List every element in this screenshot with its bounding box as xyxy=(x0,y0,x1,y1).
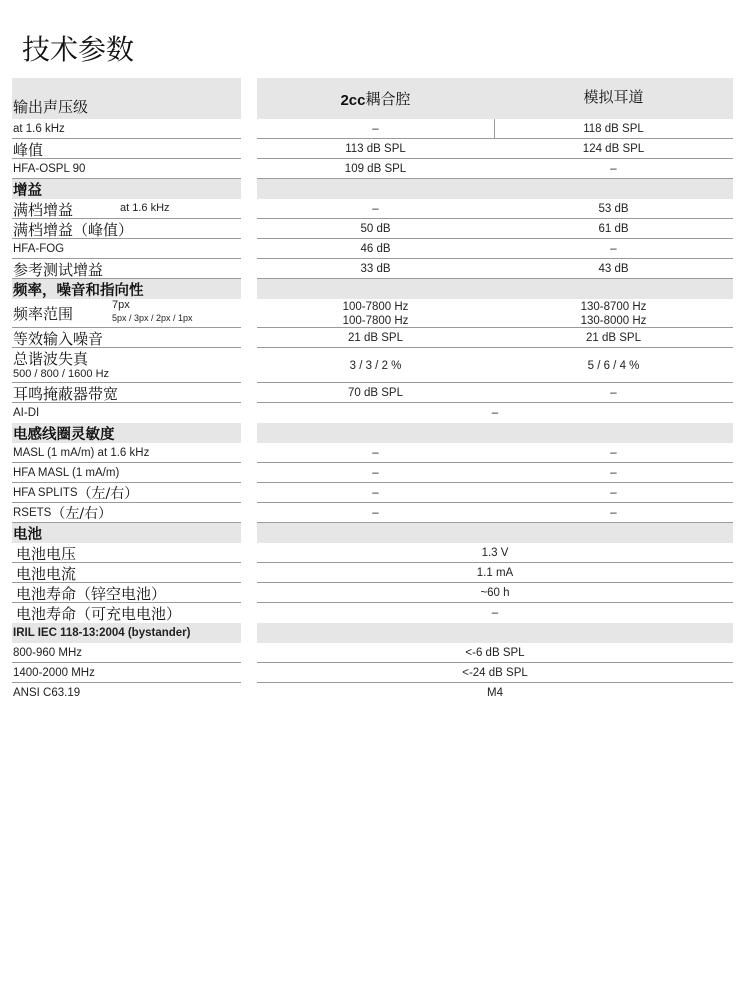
value-line: 100-7800 Hz xyxy=(342,314,409,327)
row-label: ANSI C63.19 xyxy=(13,687,81,699)
table-row xyxy=(12,463,733,483)
row-value-merged: ~60 h xyxy=(480,587,510,599)
row-label: at 1.6 kHz xyxy=(13,123,65,135)
row-label: 耳鸣掩蔽器带宽 xyxy=(13,384,119,403)
row-label-group xyxy=(12,483,241,503)
row-sublabel: at 1.6 kHz xyxy=(120,202,170,214)
column-header-2cc-bold: 2cc xyxy=(340,92,366,109)
row-value-ear: – xyxy=(610,487,617,499)
row-value-merged: – xyxy=(491,407,499,419)
table-row xyxy=(12,159,733,179)
row-value-merged: 1.1 mA xyxy=(476,567,514,579)
table-row xyxy=(12,139,733,159)
row-label: 峰值 xyxy=(13,140,44,159)
row-label: 满档增益（峰值） xyxy=(13,220,134,239)
row-value-merged: M4 xyxy=(487,687,503,699)
row-value-2cc: – xyxy=(372,203,379,215)
section-label: 电池 xyxy=(13,526,42,543)
row-value-merged: – xyxy=(491,607,499,619)
row-value-2cc: 109 dB SPL xyxy=(344,163,407,175)
table-row xyxy=(12,683,733,703)
section-label: IRIL IEC 118-13:2004 (bystander) xyxy=(13,627,191,639)
row-value-ear: 61 dB xyxy=(598,223,629,235)
row-value-2cc: – xyxy=(372,447,379,459)
section-label: 增益 xyxy=(13,182,42,199)
row-sublabel: 500 / 800 / 1600 Hz xyxy=(13,367,110,380)
row-label-suffix: （左/右） xyxy=(51,506,113,522)
value-line: 130-8000 Hz xyxy=(580,314,647,327)
row-value-2cc: – xyxy=(372,467,379,479)
row-value-ear: – xyxy=(610,163,617,175)
row-value-ear: 124 dB SPL xyxy=(582,143,645,155)
row-value-ear: – xyxy=(610,387,617,399)
row-value-ear: – xyxy=(610,243,617,255)
table-row xyxy=(12,603,733,623)
row-value-2cc: – xyxy=(372,487,379,499)
row-label: HFA-FOG xyxy=(13,243,65,255)
row-sublabel-2: 5px / 3px / 2px / 1px xyxy=(112,313,193,323)
table-row xyxy=(12,503,733,523)
row-value-2cc: – xyxy=(372,507,379,519)
section-iril xyxy=(12,623,733,643)
row-value-ear: 5 / 6 / 4 % xyxy=(587,359,640,372)
section-output-label: 输出声压级 xyxy=(13,98,89,116)
table-row xyxy=(12,443,733,463)
row-value-merged: 1.3 V xyxy=(481,547,509,559)
row-value-merged: <-24 dB SPL xyxy=(462,667,528,679)
value-line: 100-7800 Hz xyxy=(342,300,409,313)
row-label: RSETS xyxy=(13,507,52,519)
table-row xyxy=(12,219,733,239)
row-label: AI-DI xyxy=(13,407,40,419)
row-label: 总谐波失真 xyxy=(13,349,89,368)
row-sublabel-1: 7px xyxy=(112,299,130,311)
row-value-2cc: 21 dB SPL xyxy=(348,332,403,344)
row-label: 电池寿命（锌空电池） xyxy=(16,584,167,603)
table-row xyxy=(12,199,733,219)
table-row xyxy=(12,239,733,259)
row-label: MASL (1 mA/m) at 1.6 kHz xyxy=(13,447,150,459)
row-label: 电池寿命（可充电电池） xyxy=(16,604,182,623)
column-header-2cc xyxy=(257,78,494,119)
row-value-ear: – xyxy=(610,467,617,479)
section-gain xyxy=(12,179,733,199)
row-value-2cc: 70 dB SPL xyxy=(348,387,403,399)
column-header-ear-simulator: 模拟耳道 xyxy=(583,88,644,106)
table-header xyxy=(12,78,733,119)
spec-table xyxy=(12,78,733,703)
table-row xyxy=(12,403,733,423)
value-line: 130-8700 Hz xyxy=(580,300,647,313)
row-label: HFA SPLITS xyxy=(13,487,78,499)
row-label-group xyxy=(12,503,241,523)
table-row xyxy=(12,543,733,563)
row-value-ear: 43 dB xyxy=(598,263,629,275)
section-label: 电感线圈灵敏度 xyxy=(13,426,115,443)
page-title: 技术参数 xyxy=(22,33,135,66)
table-row xyxy=(12,563,733,583)
table-row xyxy=(12,119,733,139)
row-label: 800-960 MHz xyxy=(13,647,83,659)
row-value-2cc: 3 / 3 / 2 % xyxy=(349,359,402,372)
row-value-2cc xyxy=(257,299,494,328)
table-row xyxy=(12,328,733,348)
row-label: 频率范围 xyxy=(13,305,74,323)
row-label: 等效输入噪音 xyxy=(13,329,104,348)
table-row xyxy=(12,583,733,603)
row-label: 电池电流 xyxy=(16,564,77,583)
row-value-ear: 118 dB SPL xyxy=(583,123,644,135)
row-value-ear xyxy=(494,299,733,328)
row-value-ear: 53 dB xyxy=(598,203,629,215)
table-row xyxy=(12,663,733,683)
row-value-2cc: 33 dB xyxy=(360,263,391,275)
section-label: 频率，噪音和指向性 xyxy=(13,282,144,299)
row-value-ear: – xyxy=(610,507,617,519)
row-value-2cc: 50 dB xyxy=(360,223,391,235)
row-label: 参考测试增益 xyxy=(13,260,104,279)
section-battery xyxy=(12,523,733,543)
row-value-2cc: 46 dB xyxy=(360,243,391,255)
table-row xyxy=(12,643,733,663)
table-row xyxy=(12,299,733,328)
row-label: 1400-2000 MHz xyxy=(13,667,95,679)
row-label: 电池电压 xyxy=(16,544,77,563)
section-frequency xyxy=(12,279,733,299)
column-header-2cc-rest: 耦合腔 xyxy=(365,90,411,108)
row-value-2cc: – xyxy=(372,123,379,135)
row-label-group xyxy=(12,348,241,383)
row-label: HFA MASL (1 mA/m) xyxy=(13,467,120,479)
row-value-ear: 21 dB SPL xyxy=(586,332,641,344)
table-row xyxy=(12,348,733,383)
row-label: HFA-OSPL 90 xyxy=(13,163,86,175)
row-value-merged: <-6 dB SPL xyxy=(465,647,525,659)
table-row xyxy=(12,259,733,279)
row-value-2cc: 113 dB SPL xyxy=(345,143,406,155)
table-row xyxy=(12,383,733,403)
row-label: 满档增益 xyxy=(13,200,74,219)
table-row xyxy=(12,483,733,503)
row-value-ear: – xyxy=(610,447,617,459)
row-label-suffix: （左/右） xyxy=(77,486,139,502)
section-telecoil xyxy=(12,423,733,443)
